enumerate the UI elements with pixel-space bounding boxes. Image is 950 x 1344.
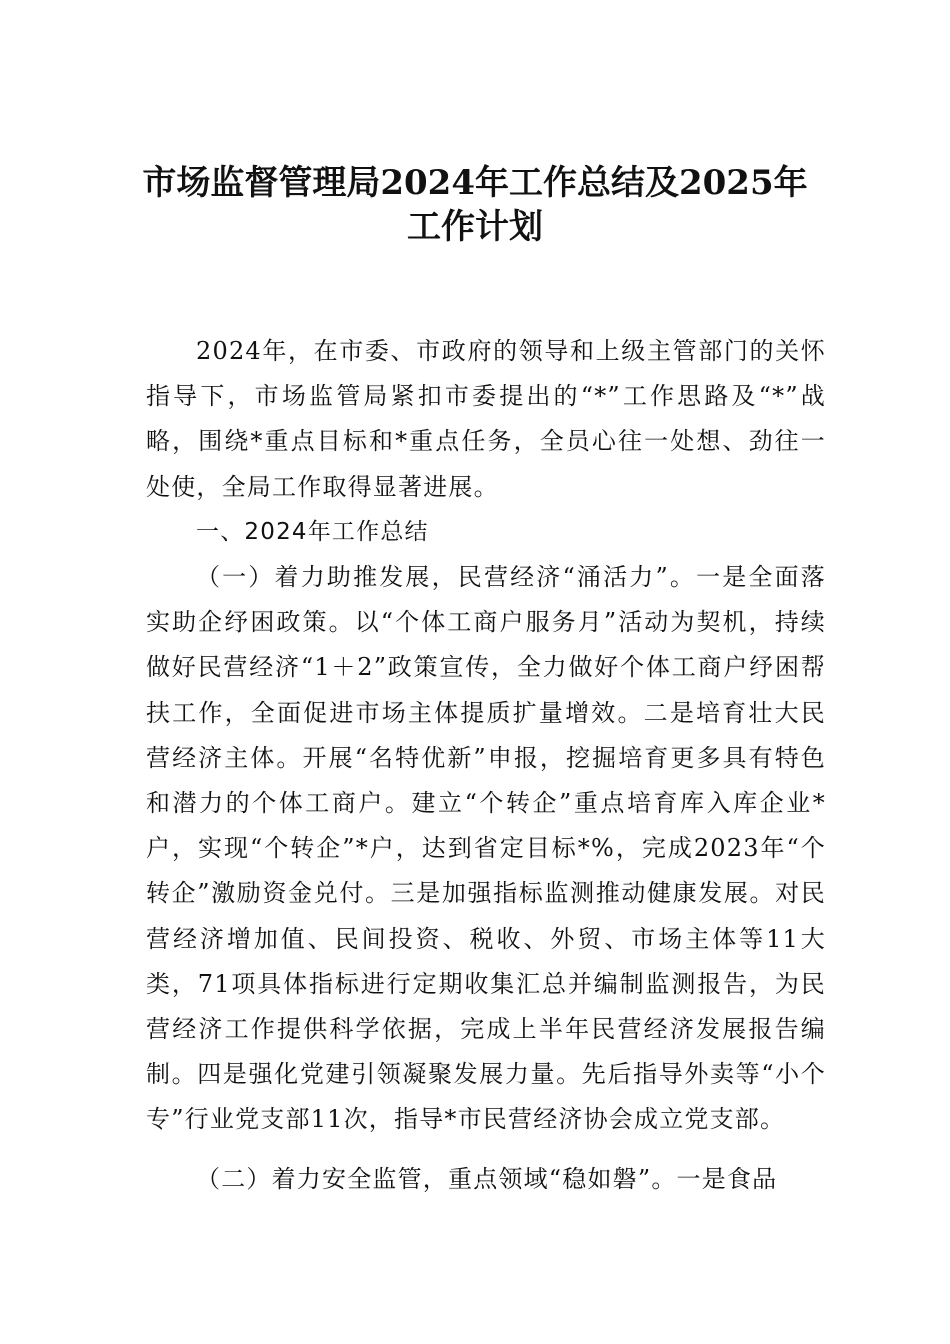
section-heading-summary: 一、2024年工作总结 [196,518,429,545]
paragraph-private-economy: （一）着力助推发展，民营经济“涌活力”。一是全面落实助企纾困政策。以“个体工商户服务月”活动为契机，持续做好民营经济“1＋2”政策宣传，全力做好个体工商户纾困帮扶工作，全面促进市场主体提质扩量增效。二是培育壮大民营经济主体。开展“名特优新”申报，挖掘培育更多具有特色和潜力的个体工商户。建立“个转企”重点培育库入库企业*户，实现“个转企”*户，达到省定目标*%，完成2023年“个转企”激励资金兑付。三是加强指标监测推动健康发展。对民营经济增加值、民间投资、税收、外贸、市场主体等11大类，71项具体指标进行定期收集汇总并编制监测报告，为民营经济工作提供科学依据，完成上半年民营经济发展报告编制。四是强化党建引领凝聚发展力量。先后指导外卖等“小个专”行业党支部11次，指导*市民营经济协会成立党支部。 [146,563,826,1134]
document-body [146,329,826,1202]
document-title-line-2: 工作计划 [407,207,543,247]
intro-paragraph: 2024年，在市委、市政府的领导和上级主管部门的关怀指导下，市场监管局紧扣市委提出的“*”工作思路及“*”战略，围绕*重点目标和*重点任务，全员心往一处想、劲往一处使，全局工作取得显著进展。 [146,337,826,501]
paragraph-safety-supervision: （二）着力安全监管，重点领域“稳如磐”。一是食品 [196,1164,778,1193]
document-title-line-1: 市场监督管理局2024年工作总结及2025年 [142,163,808,203]
